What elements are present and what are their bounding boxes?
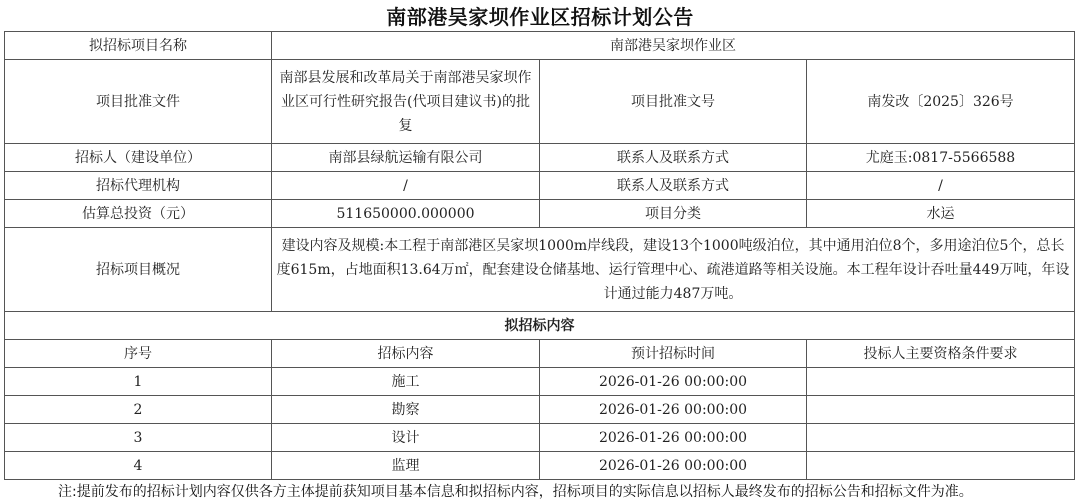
row-time: 2026-01-26 00:00:00 [540,368,807,396]
approval-num-label: 项目批准文号 [540,60,807,144]
row-requirements [807,396,1075,424]
row-content: 勘察 [272,396,540,424]
investment-value: 511650000.000000 [272,200,540,228]
section-title: 拟招标内容 [5,312,1075,340]
footnote: 注:提前发布的招标计划内容仅供各方主体提前获知项目基本信息和拟招标内容，招标项目的实际信息以招标人最终发布的招标公告和招标文件为准。 [58,484,973,500]
table-row [5,452,1075,480]
tender-plan-table [4,31,1075,480]
project-name-label: 拟招标项目名称 [5,32,272,60]
row-time: 2026-01-26 00:00:00 [540,452,807,480]
header-no: 序号 [5,340,272,368]
header-requirements: 投标人主要资格条件要求 [807,340,1075,368]
header-time: 预计招标时间 [540,340,807,368]
category-label: 项目分类 [540,200,807,228]
row-no: 3 [5,424,272,452]
agency-label: 招标代理机构 [5,172,272,200]
header-content: 招标内容 [272,340,540,368]
agency-value: / [272,172,540,200]
tenderer-contact-label: 联系人及联系方式 [540,144,807,172]
tenderer-value: 南部县绿航运输有限公司 [272,144,540,172]
row-no: 1 [5,368,272,396]
agency-contact-value: / [807,172,1075,200]
row-requirements [807,452,1075,480]
table-row [5,396,1075,424]
tenderer-label: 招标人（建设单位） [5,144,272,172]
agency-contact-label: 联系人及联系方式 [540,172,807,200]
approval-doc-value: 南部县发展和改革局关于南部港吴家坝作业区可行性研究报告(代项目建议书)的批复 [272,60,540,144]
row-content: 设计 [272,424,540,452]
tenderer-contact-value: 尤庭玉:0817-5566588 [807,144,1075,172]
overview-text: 建设内容及规模:本工程于南部港区吴家坝1000m岸线段，建设13个1000吨级泊位，其中通用泊位8个，多用途泊位5个，总长度615m，占地面积13.64万㎡，配套建设仓储基地、运行管理中心、疏港道路等相关设施。本工程年设计吞吐量449万吨，年设计通过能力487万吨。 [272,228,1075,312]
row-requirements [807,424,1075,452]
investment-label: 估算总投资（元） [5,200,272,228]
row-content: 施工 [272,368,540,396]
overview-label: 招标项目概况 [5,228,272,312]
row-time: 2026-01-26 00:00:00 [540,424,807,452]
category-value: 水运 [807,200,1075,228]
row-requirements [807,368,1075,396]
row-time: 2026-01-26 00:00:00 [540,396,807,424]
table-row [5,424,1075,452]
page-title: 南部港吴家坝作业区招标计划公告 [386,5,694,29]
approval-num-value: 南发改〔2025〕326号 [807,60,1075,144]
row-no: 4 [5,452,272,480]
project-name-value: 南部港吴家坝作业区 [272,32,1075,60]
row-content: 监理 [272,452,540,480]
approval-doc-label: 项目批准文件 [5,60,272,144]
row-no: 2 [5,396,272,424]
table-row [5,368,1075,396]
